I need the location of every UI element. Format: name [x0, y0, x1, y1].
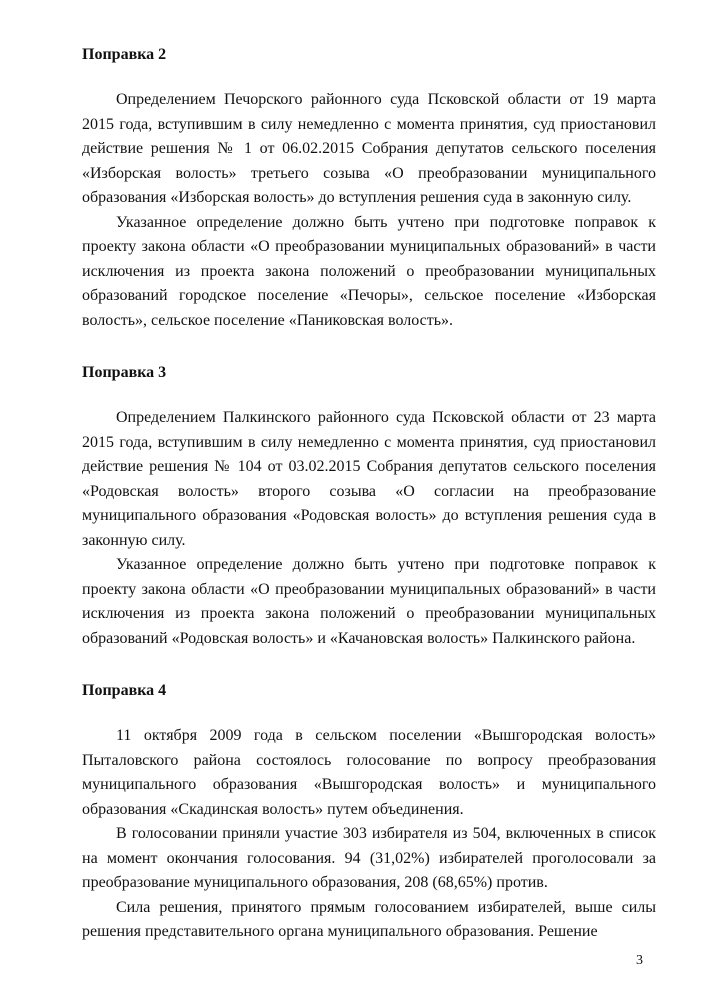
paragraph: В голосовании приняли участие 303 избирателя из 504, включенных в список на момент окончания голосования. 94 (31,02%) избирателей проголосовали за преобразование муниципального образования, 208 (68,65%) против. [82, 825, 656, 891]
paragraph: 11 октября 2009 года в сельском поселении «Вышгородская волость» Пыталовского района состоялось голосование по вопросу преобразования муниципального образования «Вышгородская волость» и муниципального образования «Скадинская волость» путем объединения. [82, 727, 656, 818]
document-body [82, 44, 656, 945]
paragraph: Указанное определение должно быть учтено при подготовке поправок к проекту закона области «О преобразовании муниципальных образований» в части исключения из проекта закона положений о преобразовании муниципальных образований «Родовская волость» и «Качановская волость» Палкинского района. [82, 556, 656, 647]
section-amendment-3 [82, 362, 656, 651]
section-amendment-2 [82, 44, 656, 333]
section-heading: Поправка 3 [82, 364, 167, 381]
paragraph: Сила решения, принятого прямым голосованием избирателей, выше силы решения представительного органа муниципального образования. Решение [82, 898, 656, 940]
page-number: 3 [636, 953, 643, 968]
paragraph: Указанное определение должно быть учтено при подготовке поправок к проекту закона области «О преобразовании муниципальных образований» в части исключения из проекта закона положений о преобразовании муниципальных образований городское поселение «Печоры», сельское поселение «Изборская волость», сельское поселение «Паниковская волость». [82, 213, 656, 329]
section-heading: Поправка 2 [82, 46, 167, 63]
section-heading: Поправка 4 [82, 682, 167, 699]
paragraph: Определением Печорского районного суда Псковской области от 19 марта 2015 года, вступившим в силу немедленно с момента принятия, суд приостановил действие решения № 1 от 06.02.2015 Собрания депутатов сельского поселения «Изборская волость» третьего созыва «О преобразовании муниципального образования «Изборская волость» до вступления решения суда в законную силу. [82, 91, 656, 206]
section-amendment-4 [82, 680, 656, 945]
paragraph: Определением Палкинского районного суда Псковской области от 23 марта 2015 года, вступившим в силу немедленно с момента принятия, суд приостановил действие решения № 104 от 03.02.2015 Собрания депутатов сельского поселения «Родовская волость» второго созыва «О согласии на преобразование муниципального образования «Родовская волость» до вступления решения суда в законную силу. [82, 409, 656, 549]
